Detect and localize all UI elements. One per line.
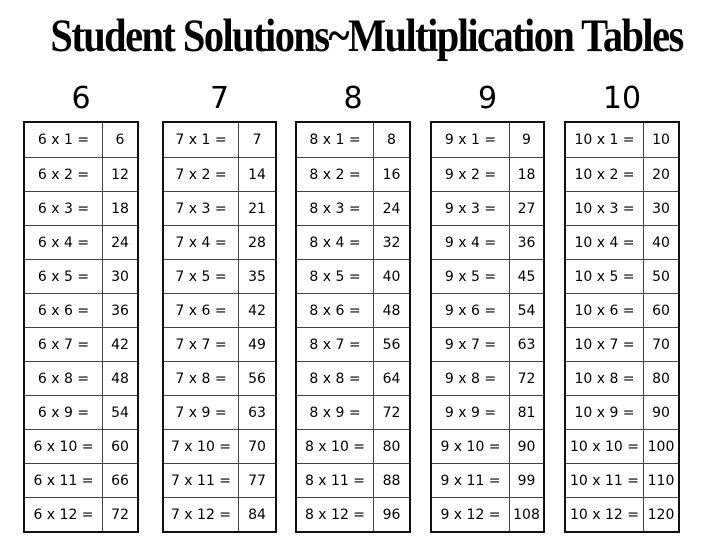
expression-cell: 9 x 11 = [432, 464, 510, 497]
result-cell: 64 [382, 370, 401, 387]
table-row [25, 157, 137, 191]
table-row [432, 157, 543, 191]
expression-cell: 10 x 2 = [566, 158, 644, 191]
result-cell: 9 [522, 132, 531, 148]
table-row [566, 497, 678, 531]
table-row [566, 123, 678, 157]
table-row [297, 327, 409, 361]
table-heading: 6 [71, 81, 91, 116]
result-cell: 40 [382, 268, 401, 285]
table-row [25, 191, 137, 225]
result-cell: 60 [111, 438, 129, 455]
result-cell: 81 [517, 404, 536, 421]
table-row [164, 225, 275, 259]
table-row [566, 225, 678, 259]
result-cell: 99 [517, 472, 536, 489]
result-cell: 30 [652, 200, 670, 217]
table-row [297, 191, 409, 225]
table-row [25, 361, 137, 395]
table-row [164, 293, 275, 327]
result-cell: 20 [652, 166, 670, 183]
result-cell: 35 [248, 268, 266, 285]
result-cell: 63 [517, 336, 536, 353]
result-cell: 63 [248, 404, 266, 421]
table-row [297, 123, 409, 157]
expression-cell: 9 x 2 = [432, 158, 510, 191]
expression-cell: 7 x 11 = [164, 464, 239, 497]
table-row [164, 191, 275, 225]
expression-cell: 10 x 12 = [566, 498, 644, 531]
result-cell: 88 [382, 472, 401, 489]
result-cell: 96 [382, 506, 401, 523]
expression-cell: 10 x 4 = [566, 226, 644, 259]
result-cell: 56 [248, 370, 266, 387]
result-cell: 77 [248, 472, 266, 489]
result-cell: 24 [382, 200, 401, 217]
expression-cell: 10 x 10 = [566, 430, 644, 463]
result-cell: 32 [382, 234, 401, 251]
expression-cell: 9 x 10 = [432, 430, 510, 463]
result-cell: 70 [248, 438, 266, 455]
expression-cell: 6 x 2 = [25, 158, 103, 191]
result-cell: 10 [652, 132, 670, 148]
expression-cell: 7 x 5 = [164, 260, 239, 293]
expression-cell: 7 x 7 = [164, 328, 239, 361]
expression-cell: 7 x 8 = [164, 362, 239, 395]
expression-cell: 6 x 5 = [25, 260, 103, 293]
table-row [432, 123, 543, 157]
expression-cell: 8 x 12 = [297, 498, 374, 531]
result-cell: 27 [517, 200, 536, 217]
result-cell: 110 [647, 472, 675, 489]
table-row [432, 463, 543, 497]
expression-cell: 8 x 10 = [297, 430, 374, 463]
table-row [432, 327, 543, 361]
expression-cell: 8 x 6 = [297, 294, 374, 327]
result-cell: 18 [517, 166, 536, 183]
table-row [164, 259, 275, 293]
result-cell: 50 [652, 268, 670, 285]
result-cell: 100 [647, 438, 675, 455]
result-cell: 56 [382, 336, 401, 353]
expression-cell: 10 x 11 = [566, 464, 644, 497]
table-row [25, 395, 137, 429]
table-row [432, 191, 543, 225]
table-heading: 10 [602, 81, 642, 116]
table-row [25, 463, 137, 497]
expression-cell: 10 x 8 = [566, 362, 644, 395]
expression-cell: 8 x 8 = [297, 362, 374, 395]
table-row [297, 497, 409, 531]
result-cell: 80 [652, 370, 670, 387]
result-cell: 42 [111, 336, 129, 353]
expression-cell: 9 x 3 = [432, 192, 510, 225]
expression-cell: 7 x 1 = [164, 123, 239, 157]
table-row [432, 225, 543, 259]
expression-cell: 10 x 6 = [566, 294, 644, 327]
result-cell: 7 [252, 132, 262, 148]
table-row [297, 225, 409, 259]
result-cell: 24 [111, 234, 129, 251]
table-heading: 8 [343, 81, 363, 116]
expression-cell: 8 x 11 = [297, 464, 374, 497]
result-cell: 120 [647, 506, 675, 523]
table-row [432, 497, 543, 531]
table-row [164, 327, 275, 361]
expression-cell: 9 x 5 = [432, 260, 510, 293]
expression-cell: 9 x 8 = [432, 362, 510, 395]
table-row [432, 361, 543, 395]
result-cell: 60 [652, 302, 670, 319]
table-row [164, 123, 275, 157]
table-row [164, 463, 275, 497]
expression-cell: 9 x 12 = [432, 498, 510, 531]
expression-cell: 10 x 7 = [566, 328, 644, 361]
table-row [25, 225, 137, 259]
result-cell: 21 [248, 200, 266, 217]
page-title: Student Solutions~Multiplication Tables [50, 10, 683, 62]
expression-cell: 7 x 4 = [164, 226, 239, 259]
table-row [164, 157, 275, 191]
result-cell: 72 [382, 404, 401, 421]
expression-cell: 7 x 2 = [164, 158, 239, 191]
expression-cell: 6 x 6 = [25, 294, 103, 327]
result-cell: 30 [111, 268, 129, 285]
table-row [164, 429, 275, 463]
expression-cell: 6 x 11 = [25, 464, 103, 497]
expression-cell: 10 x 1 = [566, 123, 644, 157]
result-cell: 54 [111, 404, 129, 421]
expression-cell: 7 x 10 = [164, 430, 239, 463]
result-cell: 36 [111, 302, 129, 319]
table-row [25, 327, 137, 361]
table-row [25, 497, 137, 531]
table-grid [23, 121, 139, 533]
expression-cell: 9 x 7 = [432, 328, 510, 361]
expression-cell: 10 x 3 = [566, 192, 644, 225]
table-row [297, 157, 409, 191]
result-cell: 54 [517, 302, 536, 319]
result-cell: 40 [652, 234, 670, 251]
table-heading: 9 [477, 81, 498, 116]
table-grid [564, 121, 680, 533]
result-cell: 8 [387, 132, 396, 148]
expression-cell: 8 x 9 = [297, 396, 374, 429]
table-row [566, 259, 678, 293]
table-row [432, 259, 543, 293]
table-heading: 7 [209, 81, 230, 116]
result-cell: 84 [248, 506, 266, 523]
expression-cell: 6 x 10 = [25, 430, 103, 463]
result-cell: 48 [382, 302, 401, 319]
expression-cell: 8 x 2 = [297, 158, 374, 191]
result-cell: 42 [248, 302, 266, 319]
result-cell: 108 [513, 506, 540, 523]
result-cell: 72 [517, 370, 536, 387]
result-cell: 45 [517, 268, 536, 285]
table-row [297, 259, 409, 293]
expression-cell: 9 x 9 = [432, 396, 510, 429]
result-cell: 66 [111, 472, 129, 489]
result-cell: 28 [248, 234, 266, 251]
expression-cell: 7 x 12 = [164, 498, 239, 531]
table-row [566, 327, 678, 361]
table-row [25, 123, 137, 157]
expression-cell: 9 x 1 = [432, 123, 510, 157]
expression-cell: 8 x 1 = [297, 123, 374, 157]
expression-cell: 6 x 8 = [25, 362, 103, 395]
result-cell: 12 [111, 166, 129, 183]
table-row [297, 429, 409, 463]
result-cell: 48 [111, 370, 129, 387]
result-cell: 36 [517, 234, 536, 251]
table-row [297, 463, 409, 497]
expression-cell: 6 x 1 = [25, 123, 103, 157]
result-cell: 70 [652, 336, 670, 353]
table-row [566, 293, 678, 327]
table-row [25, 429, 137, 463]
expression-cell: 8 x 4 = [297, 226, 374, 259]
result-cell: 90 [652, 404, 670, 421]
table-row [566, 157, 678, 191]
result-cell: 49 [248, 336, 266, 353]
table-grid [430, 121, 545, 533]
table-row [566, 395, 678, 429]
table-row [566, 429, 678, 463]
result-cell: 16 [382, 166, 401, 183]
expression-cell: 6 x 4 = [25, 226, 103, 259]
expression-cell: 7 x 3 = [164, 192, 239, 225]
expression-cell: 6 x 7 = [25, 328, 103, 361]
expression-cell: 8 x 5 = [297, 260, 374, 293]
expression-cell: 6 x 3 = [25, 192, 103, 225]
expression-cell: 10 x 5 = [566, 260, 644, 293]
expression-cell: 6 x 9 = [25, 396, 103, 429]
expression-cell: 7 x 9 = [164, 396, 239, 429]
expression-cell: 6 x 12 = [25, 498, 103, 531]
result-cell: 90 [517, 438, 536, 455]
table-row [432, 293, 543, 327]
expression-cell: 8 x 3 = [297, 192, 374, 225]
table-grid [295, 121, 411, 533]
table-row [566, 361, 678, 395]
table-row [432, 395, 543, 429]
table-row [297, 395, 409, 429]
result-cell: 72 [111, 506, 129, 523]
table-row [164, 361, 275, 395]
table-grid [162, 121, 277, 533]
table-row [297, 361, 409, 395]
table-row [297, 293, 409, 327]
table-row [566, 191, 678, 225]
result-cell: 14 [248, 166, 266, 183]
result-cell: 6 [115, 132, 125, 148]
table-row [25, 259, 137, 293]
expression-cell: 8 x 7 = [297, 328, 374, 361]
expression-cell: 10 x 9 = [566, 396, 644, 429]
table-row [566, 463, 678, 497]
table-row [164, 497, 275, 531]
expression-cell: 7 x 6 = [164, 294, 239, 327]
result-cell: 18 [111, 200, 129, 217]
table-row [25, 293, 137, 327]
table-row [432, 429, 543, 463]
result-cell: 80 [382, 438, 401, 455]
table-row [164, 395, 275, 429]
expression-cell: 9 x 4 = [432, 226, 510, 259]
expression-cell: 9 x 6 = [432, 294, 510, 327]
